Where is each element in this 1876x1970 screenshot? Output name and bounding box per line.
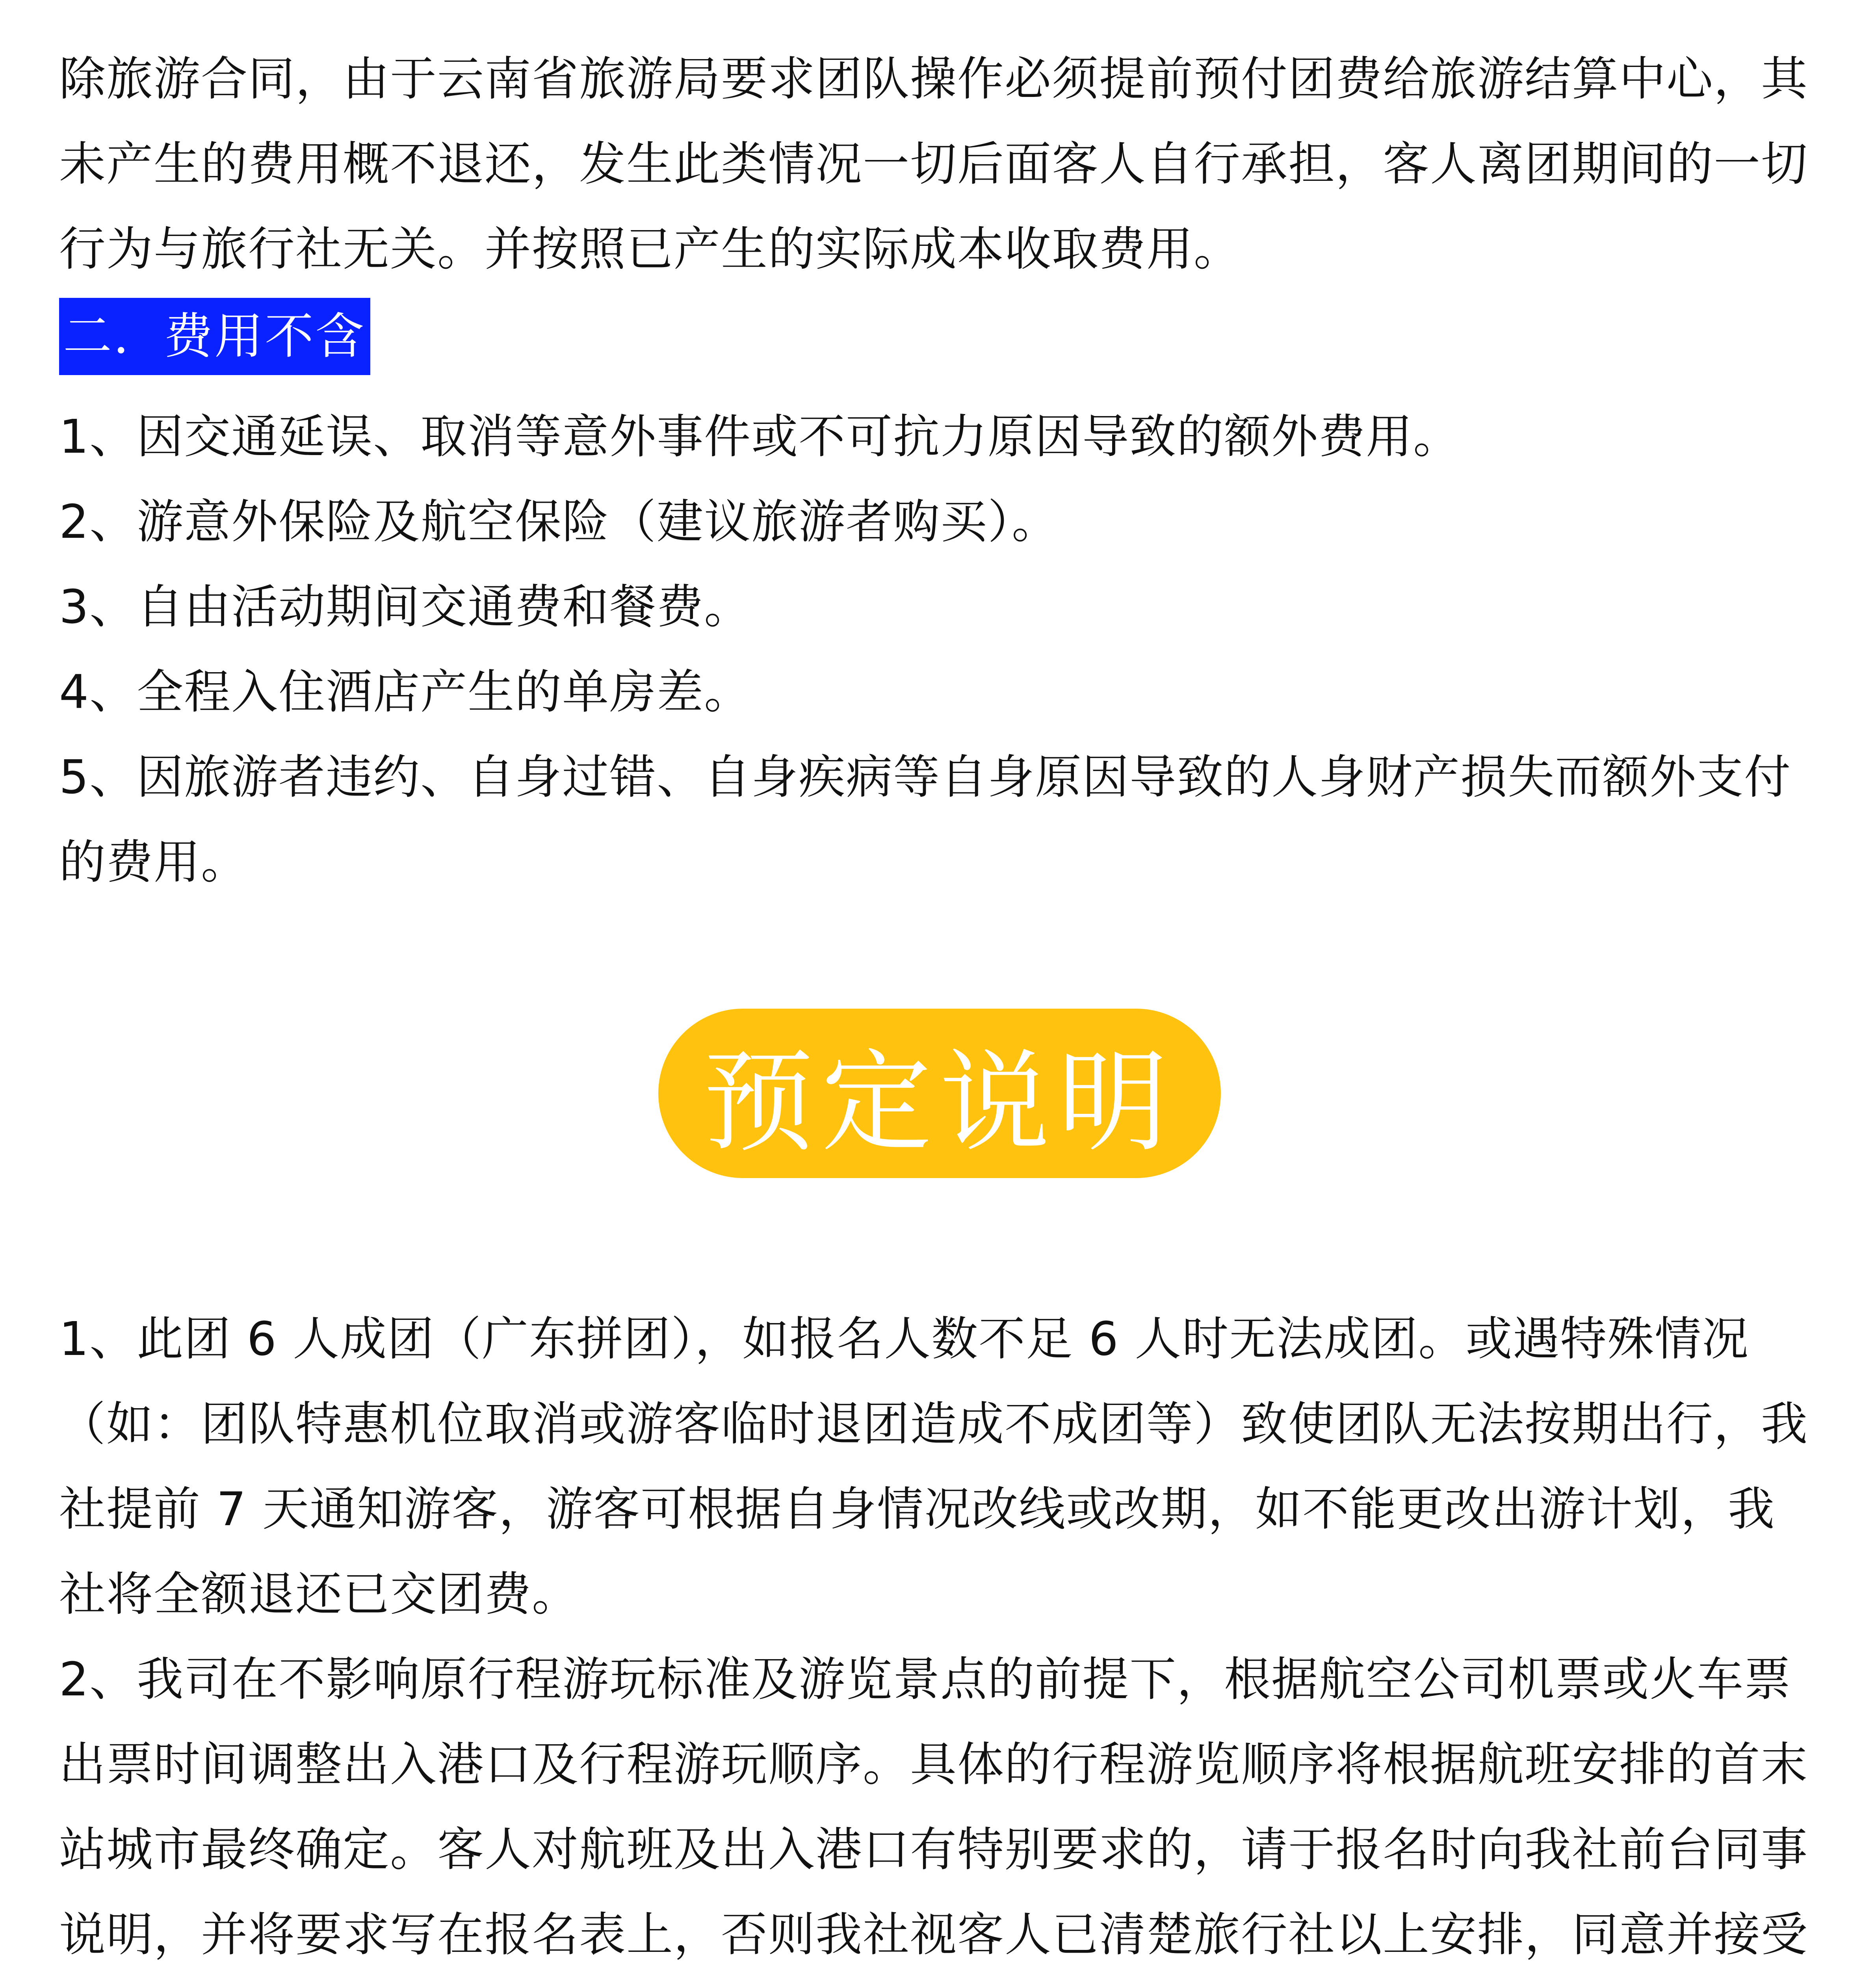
excluded-item-2: 2、游意外保险及航空保险（建议旅游者购买）。 xyxy=(59,494,1059,549)
intro-paragraph: 除旅游合同，由于云南省旅游局要求团队操作必须提前预付团费给旅游结算中心，其未产生的费用概不退还，发生此类情况一切后面客人自行承担，客人离团期间的一切行为与旅行社无关。并按照已产生的实际成本收取费用。 xyxy=(59,52,1809,276)
excluded-item-1: 1、因交通延误、取消等意外事件或不可抗力原因导致的额外费用。 xyxy=(59,409,1461,464)
booking-note-2: 2、我司在不影响原行程游玩标准及游览景点的前提下，根据航空公司机票或火车票出票时间调整出入港口及行程游玩顺序。具体的行程游览顺序将根据航班安排的首末站城市最终确定。客人对航班及出入港口有特别要求的，请于报名时向我社前台同事说明，并将要求写在报名表上，否则我社视客人已清楚旅行社以上安排，同意并接受 xyxy=(59,1652,1809,1962)
excluded-item-4: 4、全程入住酒店产生的单房差。 xyxy=(59,665,752,719)
section-heading-excluded-costs: 二．费用不含 xyxy=(59,298,370,375)
booking-note-1: 1、此团 6 人成团（广东拼团），如报名人数不足 6 人时无法成团。或遇特殊情况（如：团队特惠机位取消或游客临时退团造成不成团等）致使团队无法按期出行，我社提前 7 天通知游客，游客可根据自身情况改线或改期，如不能更改出游计划，我社将全额退还已交团费。 xyxy=(59,1312,1809,1621)
excluded-item-3: 3、自由活动期间交通费和餐费。 xyxy=(59,580,752,634)
excluded-item-5: 5、因旅游者违约、自身过错、自身疾病等自身原因导致的人身财产损失而额外支付的费用。 xyxy=(59,750,1792,889)
booking-notes-title: 预定说明 xyxy=(703,1039,1176,1167)
booking-notes-banner xyxy=(658,1009,1221,1178)
